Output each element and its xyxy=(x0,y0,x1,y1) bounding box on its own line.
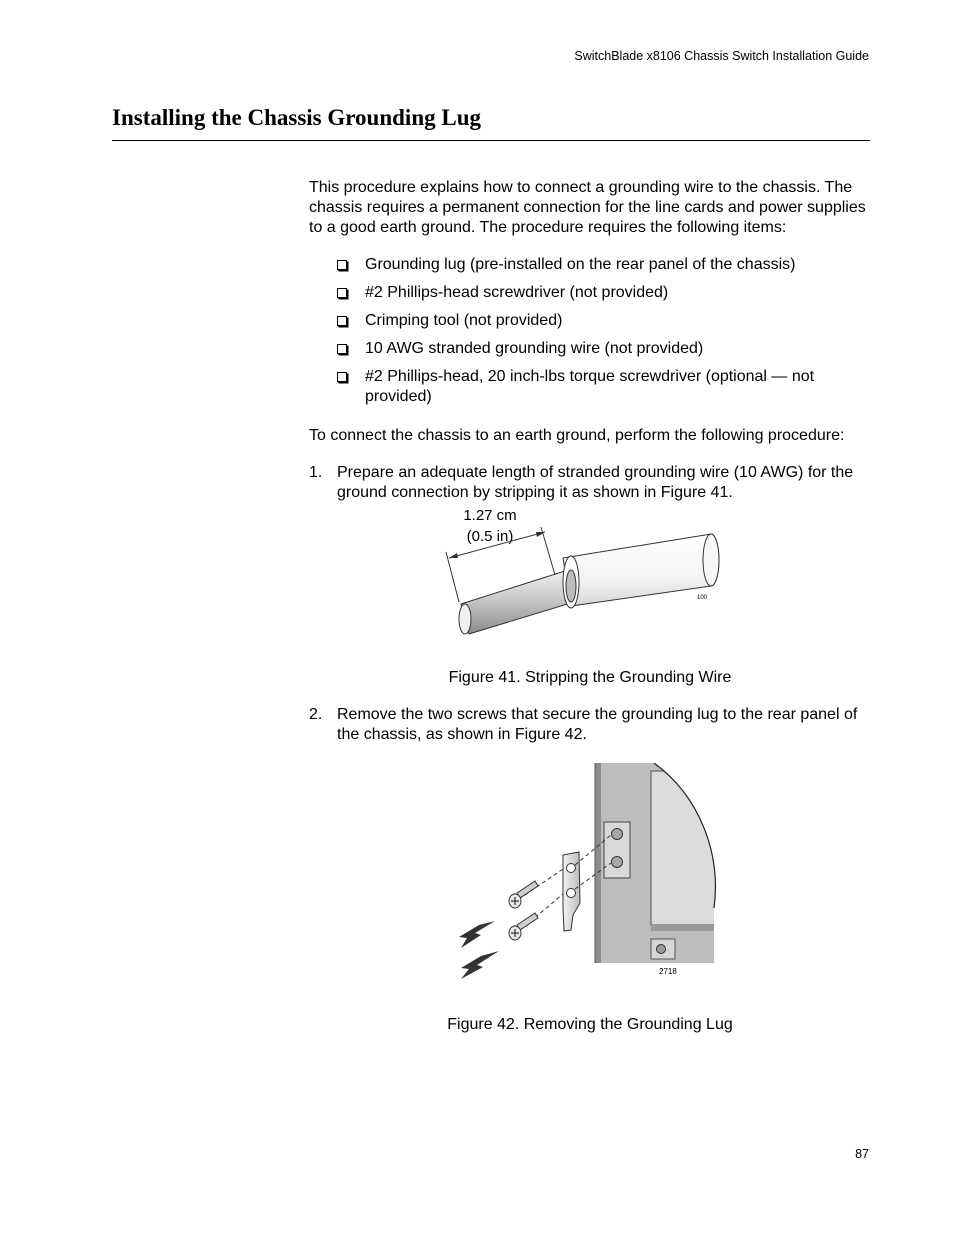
step-text: Remove the two screws that secure the grounding lug to the rear panel of the chassis, as shown in Figure 42. xyxy=(337,706,858,743)
lead-in-paragraph: To connect the chassis to an earth ground, perform the following procedure: xyxy=(309,427,845,444)
list-item: #2 Phillips-head screwdriver (not provided) xyxy=(337,283,871,303)
list-item: 10 AWG stranded grounding wire (not provided) xyxy=(337,339,871,359)
page-number: 87 xyxy=(855,1147,869,1161)
procedure-step-2 xyxy=(309,705,871,745)
arrow-icon xyxy=(461,951,499,979)
step-number: 2. xyxy=(309,706,323,723)
screw-icon xyxy=(509,913,538,940)
art-id: 2718 xyxy=(659,967,677,976)
dimension-label-in: (0.5 in) xyxy=(466,528,514,545)
figure-42 xyxy=(309,763,871,999)
title-rule xyxy=(112,140,870,141)
figure-42-caption: Figure 42. Removing the Grounding Lug xyxy=(447,1016,733,1033)
art-id: 100 xyxy=(697,595,708,601)
dimension-label-cm: 1.27 cm xyxy=(463,507,517,524)
figure-41-caption: Figure 41. Stripping the Grounding Wire xyxy=(448,669,732,686)
intro-paragraph: This procedure explains how to connect a grounding wire to the chassis. The chassis requires a permanent connection for the line cards and power supplies to a good earth ground. The procedure requires the following items: xyxy=(309,179,866,236)
checkbox-bullet-icon xyxy=(337,344,347,354)
list-item: Grounding lug (pre-installed on the rear panel of the chassis) xyxy=(337,255,871,275)
step-number: 1. xyxy=(309,464,323,481)
checkbox-bullet-icon xyxy=(337,372,347,382)
list-item: #2 Phillips-head, 20 inch-lbs torque screwdriver (optional — not provided) xyxy=(337,367,871,407)
procedure-step-1 xyxy=(309,463,871,503)
list-item: Crimping tool (not provided) xyxy=(337,311,871,331)
checkbox-bullet-icon xyxy=(337,288,347,298)
checkbox-bullet-icon xyxy=(337,316,347,326)
arrow-icon xyxy=(459,921,495,948)
step-text: Prepare an adequate length of stranded grounding wire (10 AWG) for the ground connection by stripping it as shown in Figure 41. xyxy=(337,464,854,501)
grounding-lug-removal-illustration xyxy=(309,763,871,993)
section-title: Installing the Chassis Grounding Lug xyxy=(112,105,481,130)
body-text xyxy=(309,178,871,1035)
stripped-wire-illustration xyxy=(309,506,871,656)
required-items-list xyxy=(309,255,871,407)
screw-icon xyxy=(509,881,538,908)
figure-41 xyxy=(309,506,871,662)
checkbox-bullet-icon xyxy=(337,260,347,270)
running-header: SwitchBlade x8106 Chassis Switch Installation Guide xyxy=(574,49,869,63)
